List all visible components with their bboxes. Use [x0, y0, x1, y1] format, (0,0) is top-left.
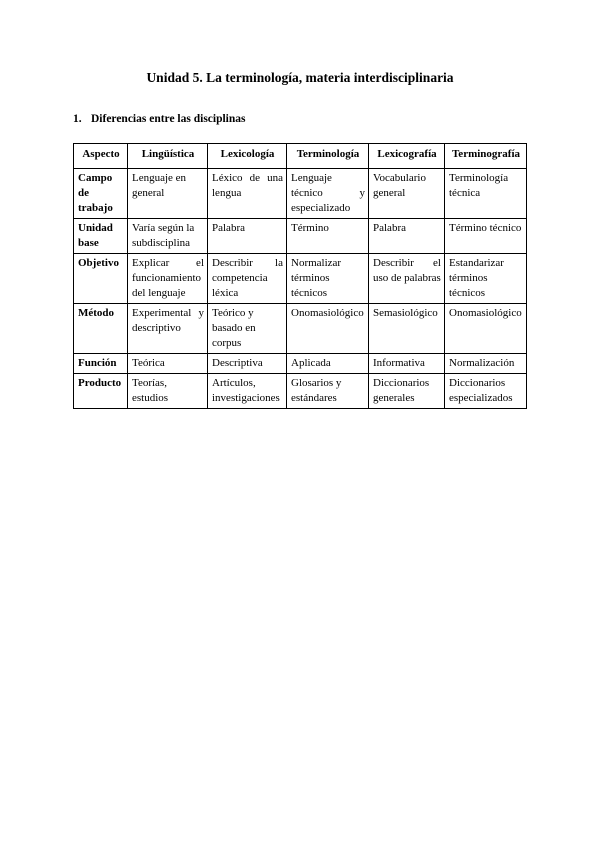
table-cell: Diccionarios especializados [445, 374, 527, 409]
table-cell: Palabra [369, 219, 445, 254]
row-label: Producto [74, 374, 128, 409]
table-header-row [74, 144, 527, 169]
header-lexicografia: Lexicografía [369, 144, 445, 169]
table-row [74, 169, 527, 219]
table-cell: Teorías, estudios [128, 374, 208, 409]
table-cell: Léxico de una lengua [208, 169, 287, 219]
table-cell: Informativa [369, 354, 445, 374]
disciplines-table [73, 143, 527, 409]
header-aspecto: Aspecto [74, 144, 128, 169]
header-terminografia: Terminografía [445, 144, 527, 169]
table-cell: Diccionarios generales [369, 374, 445, 409]
table-row [74, 354, 527, 374]
table-row [74, 254, 527, 304]
row-label: Función [74, 354, 128, 374]
table-cell: Término técnico [445, 219, 527, 254]
table-cell: Teórico y basado en corpus [208, 304, 287, 354]
table-cell: Semasiológico [369, 304, 445, 354]
table-cell: Explicar el funcionamiento del lenguaje [128, 254, 208, 304]
table-cell: Aplicada [287, 354, 369, 374]
table-cell: Lenguaje en general [128, 169, 208, 219]
table-cell: Describir el uso de palabras [369, 254, 445, 304]
header-terminologia: Terminología [287, 144, 369, 169]
table-cell: Lenguaje técnico y especializado [287, 169, 369, 219]
section-number: 1. [73, 113, 82, 125]
table-cell: Glosarios y estándares [287, 374, 369, 409]
table-cell: Normalización [445, 354, 527, 374]
row-label: Objetivo [74, 254, 128, 304]
row-label: Unidad base [74, 219, 128, 254]
table-row [74, 304, 527, 354]
table-cell: Vocabulario general [369, 169, 445, 219]
table-cell: Descriptiva [208, 354, 287, 374]
table-cell: Estandarizar términos técnicos [445, 254, 527, 304]
header-lexicologia: Lexicología [208, 144, 287, 169]
table-cell: Describir la competencia léxica [208, 254, 287, 304]
table-cell: Término [287, 219, 369, 254]
row-label: Método [74, 304, 128, 354]
section-title: Diferencias entre las disciplinas [91, 113, 246, 125]
table-cell: Terminología técnica [445, 169, 527, 219]
table-cell: Onomasiológico [287, 304, 369, 354]
table-cell: Teórica [128, 354, 208, 374]
table-cell: Varía según la subdisciplina [128, 219, 208, 254]
table-row [74, 219, 527, 254]
header-linguistica: Lingüística [128, 144, 208, 169]
table-cell: Artículos, investigaciones [208, 374, 287, 409]
table-cell: Onomasiológico [445, 304, 527, 354]
row-label: Campo de trabajo [74, 169, 128, 219]
table-cell: Experimental y descriptivo [128, 304, 208, 354]
table-row [74, 374, 527, 409]
section-heading [73, 113, 246, 125]
document-title: Unidad 5. La terminología, materia interdisciplinaria [146, 70, 454, 85]
table-cell: Normalizar términos técnicos [287, 254, 369, 304]
table-cell: Palabra [208, 219, 287, 254]
